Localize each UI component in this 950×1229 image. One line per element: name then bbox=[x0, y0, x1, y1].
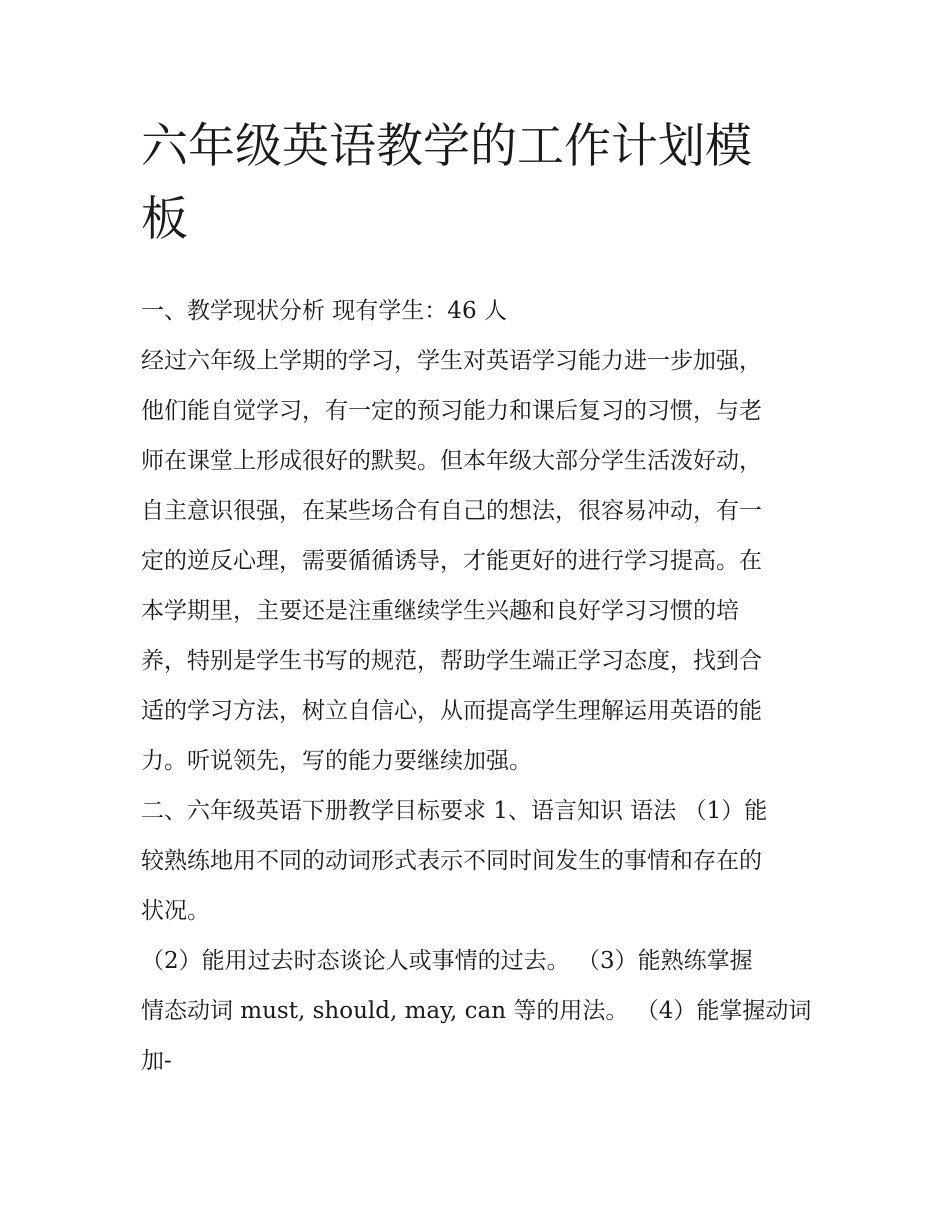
text-line: 定的逆反心理，需要循循诱导，才能更好的进行学习提高。在 bbox=[141, 548, 762, 574]
paragraph-goals bbox=[141, 786, 811, 936]
section-heading-analysis bbox=[141, 286, 811, 336]
text-line: 师在课堂上形成很好的默契。但本年级大部分学生活泼好动， bbox=[141, 448, 762, 474]
title-line: 六年级英语教学的工作计划模 bbox=[141, 119, 752, 174]
text-line: 自主意识很强，在某些场合有自己的想法，很容易冲动，有一 bbox=[141, 498, 762, 524]
text-line: 较熟练地用不同的动词形式表示不同时间发生的事情和存在的 bbox=[141, 848, 762, 874]
document-title bbox=[141, 110, 811, 256]
paragraph-analysis bbox=[141, 336, 811, 786]
text-line: 养，特别是学生书写的规范，帮助学生端正学习态度，找到合 bbox=[141, 648, 762, 674]
title-line: 板 bbox=[141, 192, 188, 247]
text-line: （2）能用过去时态谈论人或事情的过去。 （3）能熟练掌握 bbox=[141, 948, 753, 974]
text-line: 他们能自觉学习，有一定的预习能力和课后复习的习惯，与老 bbox=[141, 398, 762, 424]
text-line: 状况。 bbox=[141, 898, 210, 924]
text-line: 经过六年级上学期的学习，学生对英语学习能力进一步加强， bbox=[141, 348, 762, 374]
text-line: 本学期里，主要还是注重继续学生兴趣和良好学习习惯的培 bbox=[141, 598, 739, 624]
text-line: 一、教学现状分析 现有学生：46 人 bbox=[141, 298, 507, 324]
text-line: 情态动词 must, should, may, can 等的用法。 （4）能掌握动词 bbox=[141, 998, 812, 1024]
text-line: 加- bbox=[141, 1048, 172, 1074]
text-line: 力。听说领先，写的能力要继续加强。 bbox=[141, 748, 532, 774]
text-line: 二、六年级英语下册教学目标要求 1、语言知识 语法 （1）能 bbox=[141, 798, 768, 824]
paragraph-grammar bbox=[141, 936, 811, 1086]
document-page bbox=[141, 110, 811, 1086]
text-line: 适的学习方法，树立自信心，从而提高学生理解运用英语的能 bbox=[141, 698, 762, 724]
